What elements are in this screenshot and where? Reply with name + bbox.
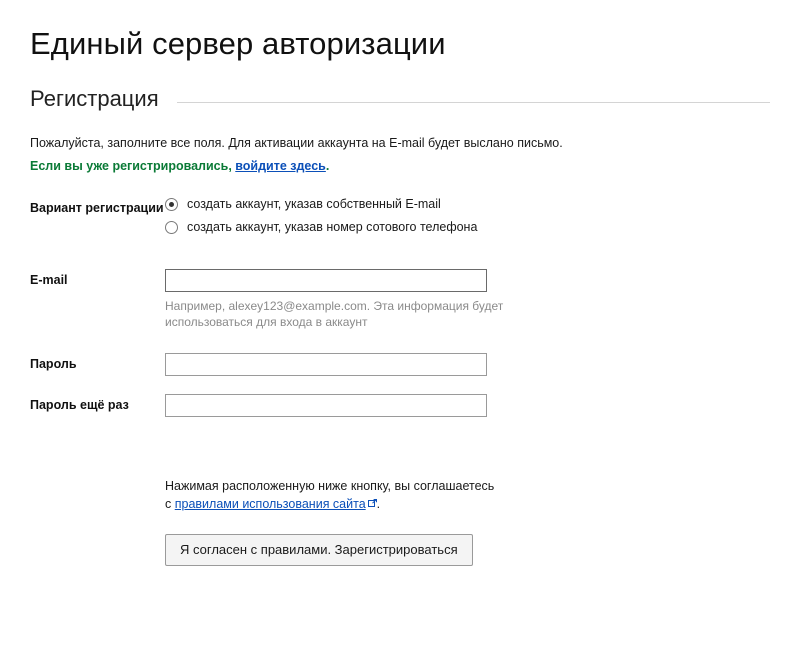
agreement-text bbox=[165, 477, 585, 515]
registration-option-group bbox=[165, 197, 770, 243]
login-prompt bbox=[30, 157, 770, 175]
agreement-suffix: . bbox=[376, 497, 381, 512]
row-registration-option bbox=[30, 197, 770, 243]
email-input[interactable] bbox=[165, 269, 487, 292]
password-input[interactable] bbox=[165, 353, 487, 376]
radio-option-phone[interactable] bbox=[165, 220, 770, 234]
radio-label-phone: создать аккаунт, указав номер сотового телефона bbox=[187, 220, 478, 235]
spacer bbox=[30, 376, 770, 394]
password-repeat-input[interactable] bbox=[165, 394, 487, 417]
password-field-group bbox=[165, 353, 770, 376]
spacer bbox=[30, 331, 770, 353]
site-rules-link[interactable]: правилами использования сайта bbox=[174, 497, 366, 512]
login-link[interactable]: войдите здесь bbox=[235, 159, 326, 174]
section-title: Регистрация bbox=[30, 86, 159, 111]
password-repeat-field-group bbox=[165, 394, 770, 417]
submit-button[interactable]: Я согласен с правилами. Зарегистрироваться bbox=[165, 534, 473, 566]
row-password-repeat bbox=[30, 394, 770, 417]
radio-label-email: создать аккаунт, указав собственный E-mail bbox=[187, 197, 441, 212]
agreement-prefix: с bbox=[165, 497, 172, 512]
label-registration-option: Вариант регистрации bbox=[30, 201, 164, 216]
login-prompt-text: Если вы уже регистрировались, bbox=[30, 159, 232, 174]
intro-text: Пожалуйста, заполните все поля. Для активации аккаунта на E-mail будет выслано письмо. bbox=[30, 136, 563, 150]
label-password: Пароль bbox=[30, 356, 77, 371]
radio-option-email[interactable] bbox=[165, 197, 770, 211]
spacer bbox=[30, 243, 770, 269]
row-password bbox=[30, 353, 770, 376]
login-prompt-suffix: . bbox=[325, 159, 330, 174]
submit-row bbox=[165, 534, 770, 566]
label-email: E-mail bbox=[30, 273, 68, 288]
section-header bbox=[30, 86, 770, 112]
page-title: Единый сервер авторизации bbox=[30, 26, 446, 61]
label-password-repeat: Пароль ещё раз bbox=[30, 397, 129, 412]
external-link-icon bbox=[368, 499, 377, 508]
agreement-line-1: Нажимая расположенную ниже кнопку, вы соглашаетесь bbox=[165, 478, 495, 493]
email-hint: Например, alexey123@example.com. Эта информация будет использоваться для входа в аккаунт bbox=[165, 299, 504, 330]
section-divider bbox=[177, 102, 770, 103]
email-field-group bbox=[165, 269, 770, 330]
radio-button-email[interactable] bbox=[165, 198, 178, 211]
registration-form bbox=[30, 197, 770, 566]
agreement-line-2 bbox=[165, 495, 585, 514]
row-email bbox=[30, 269, 770, 330]
radio-button-phone[interactable] bbox=[165, 221, 178, 234]
